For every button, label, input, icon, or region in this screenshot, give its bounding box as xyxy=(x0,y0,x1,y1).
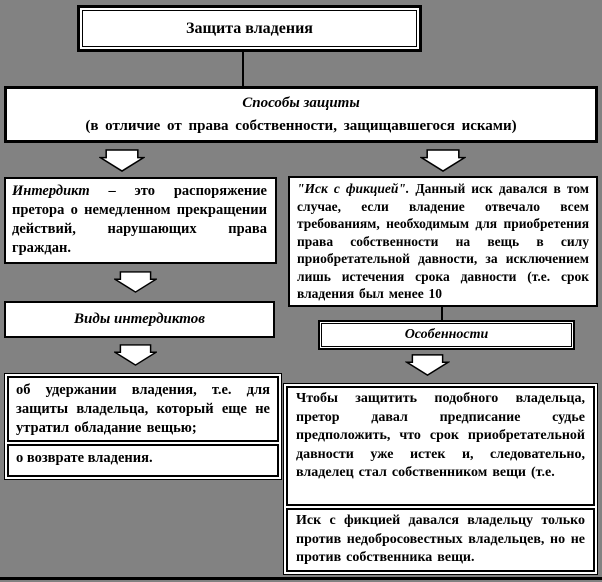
ways-box xyxy=(4,86,598,143)
list-item-fiction-scope: Иск с фикцией давался владельцу только против недобросовестных владельцев, но не против собственника вещи. xyxy=(286,508,595,572)
interdict-lead: Интердикт xyxy=(12,183,90,199)
down-arrow-icon xyxy=(420,149,466,172)
osobennosti-title: Особенности xyxy=(404,327,489,342)
fiction-lead: "Иск с фикцией". xyxy=(297,181,410,196)
list-item-protection: Чтобы защитить подобного владельца, претор давал предписание судье предположить, что срок приобретательной давности уже истек и, следовательно, владелец стал собственником вещи (т.е. xyxy=(286,386,595,506)
vidy-box xyxy=(4,301,275,338)
title-box-inner xyxy=(82,10,417,47)
down-arrow-icon xyxy=(99,149,145,172)
fiction-text: Данный иск давался в том случае, если владение отвечало всем требованиям, необходимым для приобретения права собственности на вещь в силу приобретательной давности, за исключением лишь истечения срока давности (т.е. срок владения был менее 10 xyxy=(297,181,589,301)
vidy-title: Виды интердиктов xyxy=(74,311,205,327)
title-box xyxy=(77,5,422,52)
down-arrow-icon xyxy=(114,344,157,366)
osobennosti-box xyxy=(318,320,575,350)
interdict-types-list xyxy=(4,373,282,480)
down-arrow xyxy=(114,344,157,366)
interdict-box xyxy=(4,177,277,264)
down-arrow-icon xyxy=(405,354,450,376)
down-arrow xyxy=(405,354,450,376)
fiction-box xyxy=(288,176,598,307)
down-arrow xyxy=(420,149,466,172)
down-arrow xyxy=(99,149,145,172)
title-text: Защита владения xyxy=(186,19,313,37)
list-item-return: о возврате владения. xyxy=(7,444,279,477)
down-arrow xyxy=(114,271,157,293)
list-item-retention: об удержании владения, т.е. для защиты владельца, который еще не утратил обладание вещью; xyxy=(7,376,279,442)
features-list xyxy=(283,383,598,575)
ways-title: Способы защиты xyxy=(242,95,360,111)
interdict-text: – это распоряжение претора о немедленном прекращении действий, нарушающих права граждан. xyxy=(12,183,267,256)
bottom-border-line xyxy=(0,577,602,580)
connector-line-1 xyxy=(242,52,244,86)
connector-line-2 xyxy=(441,307,443,320)
osobennosti-inner xyxy=(321,323,572,347)
ways-subtitle: (в отличие от права собственности, защищавшегося исками) xyxy=(85,118,517,134)
down-arrow-icon xyxy=(114,271,157,293)
